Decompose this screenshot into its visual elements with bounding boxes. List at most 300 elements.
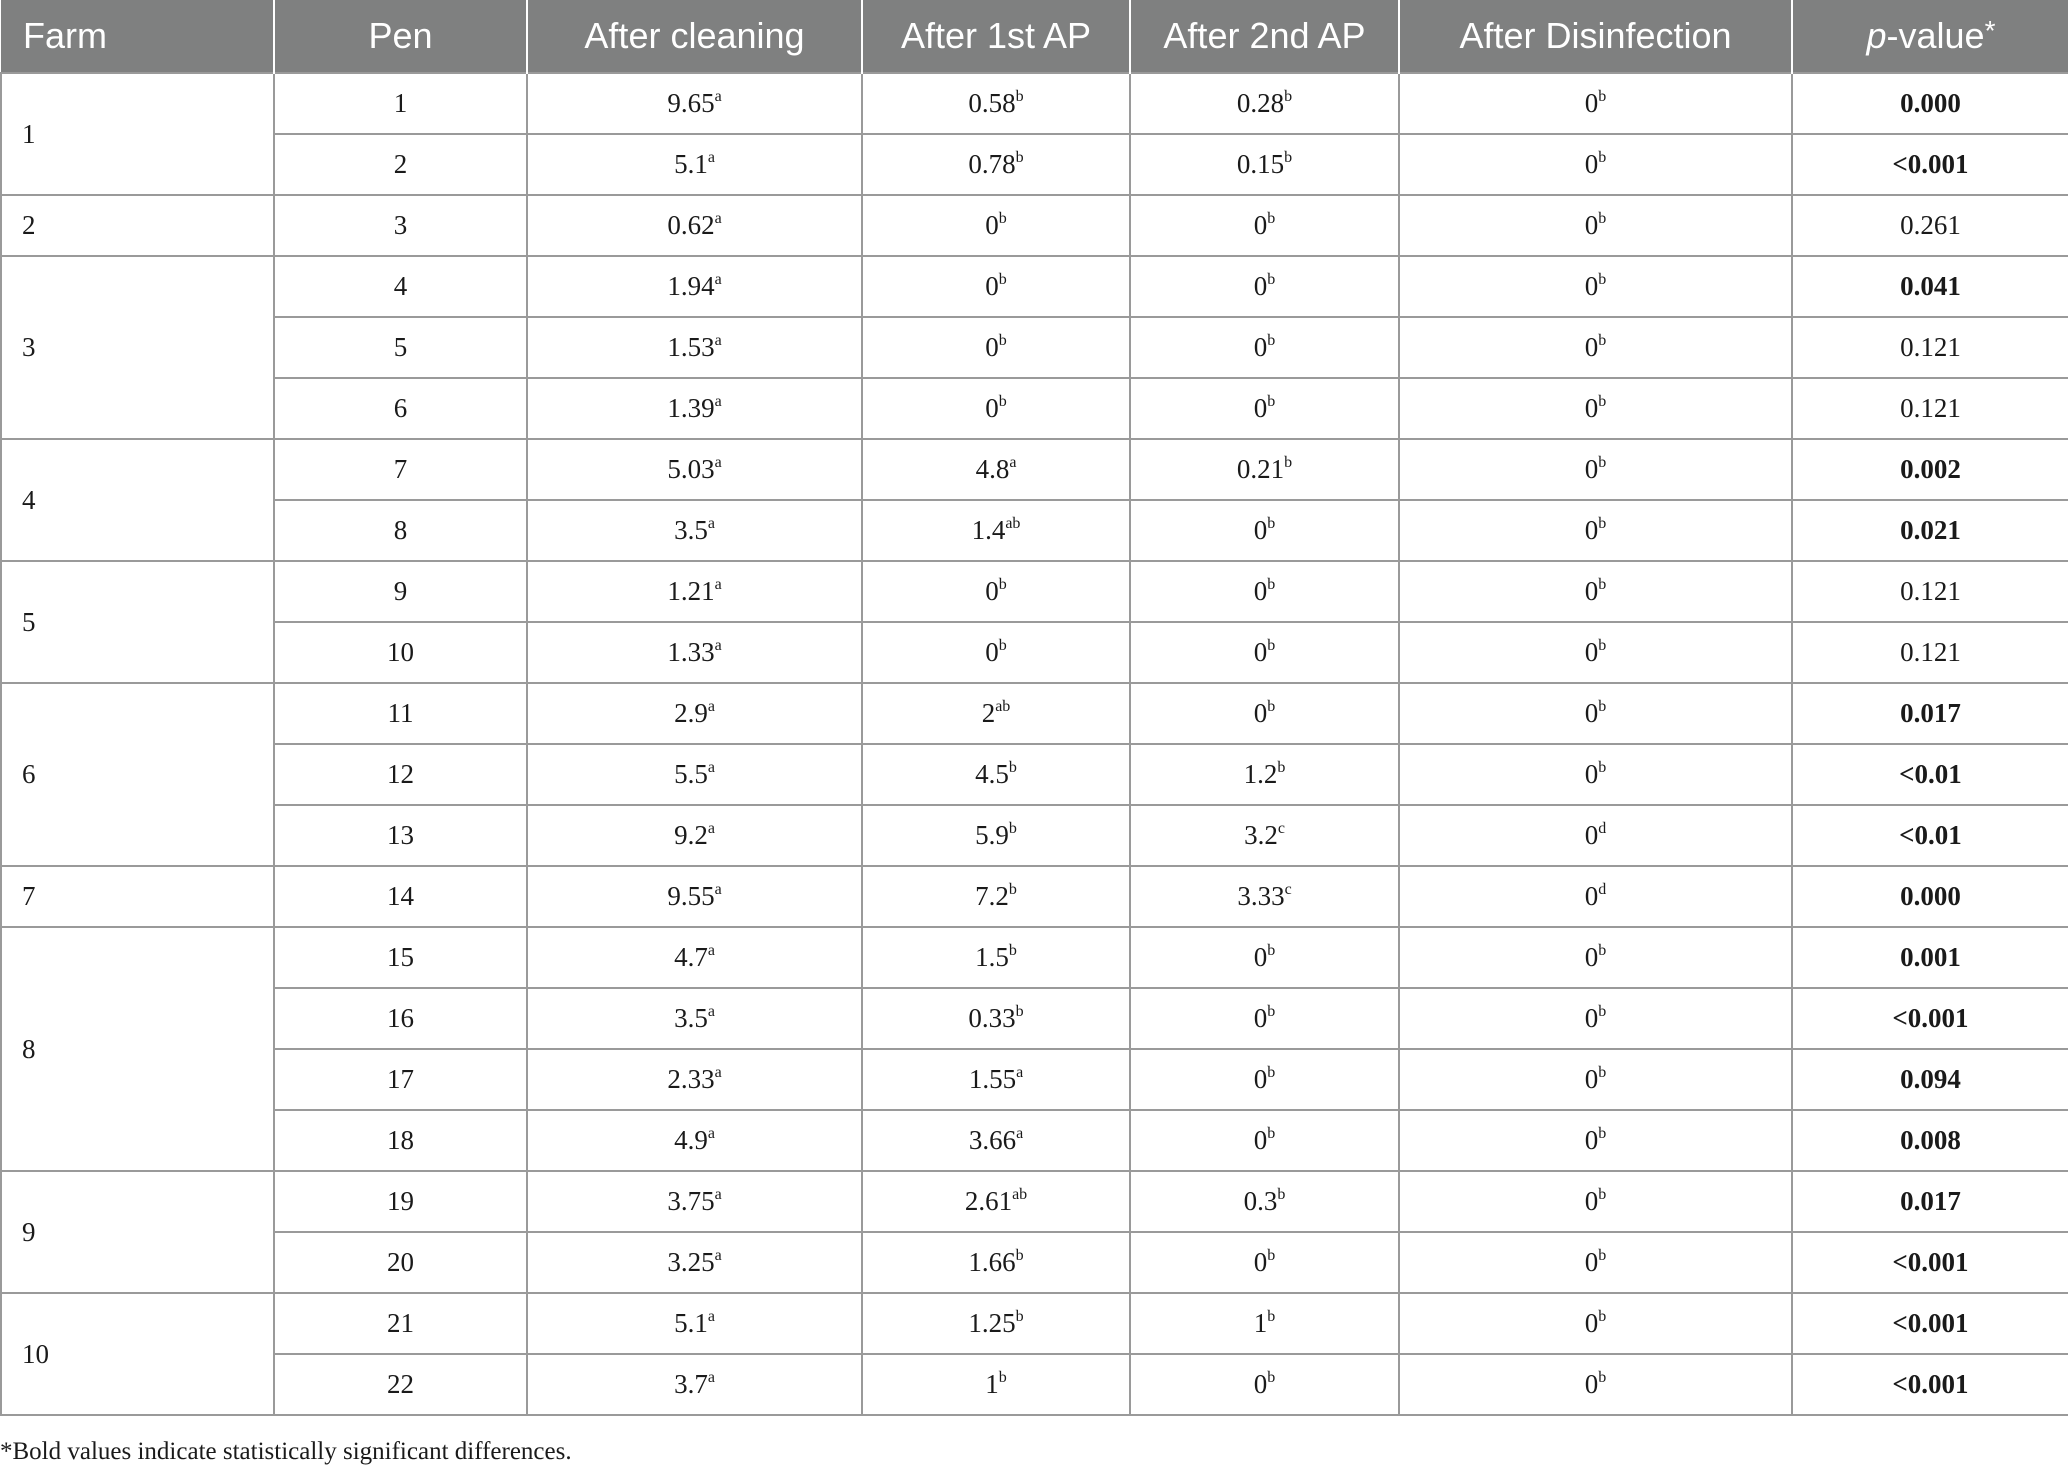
pen-cell: 6	[274, 378, 527, 439]
after-1st-ap-superscript: b	[1015, 149, 1024, 166]
after-cleaning-cell	[527, 1354, 862, 1415]
after-disinfection-superscript: b	[1598, 576, 1607, 593]
after-disinfection-cell	[1399, 317, 1792, 378]
after-disinfection-superscript: b	[1598, 1369, 1607, 1386]
table-row	[1, 805, 2068, 866]
after-2nd-ap-cell	[1130, 378, 1399, 439]
pen-cell: 9	[274, 561, 527, 622]
after-cleaning-value: 3.75	[667, 1186, 715, 1216]
pen-cell: 11	[274, 683, 527, 744]
p-value-cell: <0.001	[1792, 988, 2068, 1049]
header-after-1st-ap: After 1st AP	[862, 0, 1130, 73]
after-2nd-ap-value: 0.3	[1243, 1186, 1278, 1216]
after-cleaning-cell	[527, 805, 862, 866]
table-row	[1, 1293, 2068, 1354]
after-disinfection-cell	[1399, 927, 1792, 988]
after-disinfection-value: 0	[1584, 88, 1599, 118]
after-cleaning-cell	[527, 195, 862, 256]
after-disinfection-value: 0	[1584, 1369, 1599, 1399]
after-cleaning-cell	[527, 622, 862, 683]
after-disinfection-value: 0	[1584, 1003, 1599, 1033]
after-1st-ap-cell	[862, 1049, 1130, 1110]
after-1st-ap-cell	[862, 1110, 1130, 1171]
after-1st-ap-superscript: b	[998, 332, 1007, 349]
after-2nd-ap-superscript: c	[1277, 820, 1285, 837]
after-1st-ap-cell	[862, 378, 1130, 439]
header-farm: Farm	[1, 0, 274, 73]
after-1st-ap-cell	[862, 1232, 1130, 1293]
after-disinfection-superscript: b	[1598, 637, 1607, 654]
after-2nd-ap-cell	[1130, 439, 1399, 500]
farm-cell: 8	[1, 927, 274, 1171]
after-2nd-ap-value: 3.33	[1237, 881, 1285, 911]
after-1st-ap-cell	[862, 195, 1130, 256]
after-cleaning-cell	[527, 317, 862, 378]
after-2nd-ap-cell	[1130, 256, 1399, 317]
after-2nd-ap-value: 0	[1253, 576, 1268, 606]
after-cleaning-cell	[527, 1232, 862, 1293]
after-2nd-ap-value: 0	[1253, 271, 1268, 301]
after-2nd-ap-superscript: b	[1284, 149, 1293, 166]
after-1st-ap-superscript: b	[1015, 1308, 1024, 1325]
after-2nd-ap-superscript: b	[1267, 1308, 1276, 1325]
after-cleaning-superscript: a	[714, 88, 722, 105]
after-1st-ap-superscript: b	[1015, 1003, 1024, 1020]
after-disinfection-value: 0	[1584, 1186, 1599, 1216]
after-cleaning-value: 1.94	[667, 271, 715, 301]
after-cleaning-cell	[527, 866, 862, 927]
after-disinfection-value: 0	[1584, 881, 1599, 911]
after-cleaning-superscript: a	[707, 1308, 715, 1325]
after-2nd-ap-cell	[1130, 866, 1399, 927]
p-value-cell: 0.001	[1792, 927, 2068, 988]
after-disinfection-cell	[1399, 988, 1792, 1049]
after-cleaning-value: 0.62	[667, 210, 715, 240]
after-disinfection-superscript: b	[1598, 1308, 1607, 1325]
p-value-cell: <0.001	[1792, 1232, 2068, 1293]
table-row	[1, 256, 2068, 317]
pen-cell: 1	[274, 73, 527, 134]
after-1st-ap-superscript: a	[1016, 1064, 1024, 1081]
after-1st-ap-value: 0	[985, 210, 999, 240]
after-1st-ap-value: 1.25	[968, 1308, 1016, 1338]
after-disinfection-cell	[1399, 1171, 1792, 1232]
header-after-2nd-ap: After 2nd AP	[1130, 0, 1399, 73]
after-disinfection-cell	[1399, 134, 1792, 195]
after-2nd-ap-superscript: b	[1267, 210, 1276, 227]
after-disinfection-cell	[1399, 1110, 1792, 1171]
p-value-cell: 0.017	[1792, 1171, 2068, 1232]
after-1st-ap-cell	[862, 805, 1130, 866]
after-2nd-ap-value: 0	[1253, 637, 1268, 667]
after-2nd-ap-superscript: b	[1267, 942, 1276, 959]
after-2nd-ap-cell	[1130, 1354, 1399, 1415]
after-cleaning-value: 2.33	[667, 1064, 715, 1094]
after-1st-ap-value: 0.33	[968, 1003, 1016, 1033]
after-1st-ap-superscript: ab	[1005, 515, 1021, 532]
header-row	[1, 0, 2068, 73]
after-disinfection-cell	[1399, 1049, 1792, 1110]
after-1st-ap-cell	[862, 500, 1130, 561]
after-cleaning-value: 9.65	[667, 88, 715, 118]
after-1st-ap-superscript: b	[998, 393, 1007, 410]
p-value-cell: 0.121	[1792, 622, 2068, 683]
after-disinfection-value: 0	[1584, 332, 1599, 362]
after-2nd-ap-cell	[1130, 1049, 1399, 1110]
p-value-cell: 0.021	[1792, 500, 2068, 561]
after-2nd-ap-superscript: b	[1267, 637, 1276, 654]
after-1st-ap-value: 0.78	[968, 149, 1016, 179]
after-disinfection-superscript: b	[1598, 271, 1607, 288]
pen-cell: 15	[274, 927, 527, 988]
after-2nd-ap-superscript: b	[1267, 515, 1276, 532]
after-disinfection-cell	[1399, 683, 1792, 744]
table-row	[1, 195, 2068, 256]
after-2nd-ap-value: 0	[1253, 1064, 1268, 1094]
p-value-mark: *	[1984, 15, 1996, 46]
after-1st-ap-superscript: b	[1008, 881, 1017, 898]
after-1st-ap-value: 7.2	[975, 881, 1009, 911]
pen-cell: 13	[274, 805, 527, 866]
after-1st-ap-superscript: b	[998, 271, 1007, 288]
after-cleaning-superscript: a	[707, 820, 715, 837]
after-1st-ap-value: 0.58	[968, 88, 1016, 118]
after-disinfection-cell	[1399, 1232, 1792, 1293]
header-p-value	[1792, 0, 2068, 73]
after-2nd-ap-cell	[1130, 744, 1399, 805]
after-cleaning-cell	[527, 1171, 862, 1232]
farm-cell: 4	[1, 439, 274, 561]
after-cleaning-cell	[527, 439, 862, 500]
after-2nd-ap-superscript: b	[1267, 332, 1276, 349]
after-disinfection-cell	[1399, 1354, 1792, 1415]
after-2nd-ap-cell	[1130, 927, 1399, 988]
farm-cell: 2	[1, 195, 274, 256]
after-cleaning-superscript: a	[714, 1186, 722, 1203]
after-disinfection-value: 0	[1584, 393, 1599, 423]
after-cleaning-cell	[527, 988, 862, 1049]
after-1st-ap-superscript: b	[998, 576, 1007, 593]
farm-cell: 9	[1, 1171, 274, 1293]
after-cleaning-cell	[527, 1110, 862, 1171]
after-cleaning-value: 3.7	[674, 1369, 708, 1399]
after-disinfection-value: 0	[1584, 149, 1599, 179]
after-2nd-ap-cell	[1130, 195, 1399, 256]
after-2nd-ap-cell	[1130, 1171, 1399, 1232]
after-disinfection-superscript: b	[1598, 942, 1607, 959]
table-footnote: *Bold values indicate statistically significant differences.	[0, 1438, 572, 1465]
after-2nd-ap-cell	[1130, 622, 1399, 683]
after-2nd-ap-value: 1.2	[1243, 759, 1278, 789]
after-2nd-ap-cell	[1130, 561, 1399, 622]
after-2nd-ap-superscript: b	[1267, 271, 1276, 288]
after-disinfection-value: 0	[1584, 576, 1599, 606]
after-disinfection-value: 0	[1584, 1125, 1599, 1155]
after-disinfection-value: 0	[1584, 820, 1599, 850]
after-cleaning-superscript: a	[707, 698, 715, 715]
pen-cell: 17	[274, 1049, 527, 1110]
table-row	[1, 439, 2068, 500]
after-cleaning-superscript: a	[707, 759, 715, 776]
after-cleaning-value: 5.1	[674, 149, 708, 179]
after-2nd-ap-superscript: b	[1267, 1003, 1276, 1020]
after-cleaning-cell	[527, 1049, 862, 1110]
after-1st-ap-superscript: b	[1015, 88, 1024, 105]
table-row	[1, 1171, 2068, 1232]
p-value-cell: 0.017	[1792, 683, 2068, 744]
after-cleaning-cell	[527, 561, 862, 622]
after-1st-ap-value: 0	[985, 637, 999, 667]
after-disinfection-value: 0	[1584, 759, 1599, 789]
after-2nd-ap-superscript: b	[1284, 88, 1293, 105]
after-1st-ap-cell	[862, 1293, 1130, 1354]
table-row	[1, 622, 2068, 683]
after-2nd-ap-cell	[1130, 683, 1399, 744]
p-value-cell: <0.001	[1792, 1293, 2068, 1354]
after-1st-ap-value: 1.5	[975, 942, 1009, 972]
after-cleaning-value: 1.33	[667, 637, 715, 667]
after-2nd-ap-superscript: b	[1267, 393, 1276, 410]
p-value-italic: p	[1866, 15, 1887, 56]
p-value-cell: 0.121	[1792, 561, 2068, 622]
pen-cell: 16	[274, 988, 527, 1049]
table-row	[1, 1354, 2068, 1415]
after-1st-ap-cell	[862, 256, 1130, 317]
pen-cell: 4	[274, 256, 527, 317]
header-after-disinfection: After Disinfection	[1399, 0, 1792, 73]
p-value-cell: 0.041	[1792, 256, 2068, 317]
pen-cell: 14	[274, 866, 527, 927]
after-1st-ap-value: 1.55	[968, 1064, 1017, 1094]
after-cleaning-superscript: a	[707, 1003, 715, 1020]
after-1st-ap-value: 3.66	[968, 1125, 1017, 1155]
farm-cell: 5	[1, 561, 274, 683]
after-disinfection-cell	[1399, 561, 1792, 622]
after-disinfection-value: 0	[1584, 271, 1599, 301]
after-1st-ap-value: 4.8	[975, 454, 1010, 484]
p-value-cell: 0.094	[1792, 1049, 2068, 1110]
after-1st-ap-cell	[862, 683, 1130, 744]
after-disinfection-superscript: b	[1598, 1064, 1607, 1081]
after-cleaning-superscript: a	[714, 1247, 722, 1264]
after-2nd-ap-value: 0	[1253, 1125, 1268, 1155]
after-cleaning-superscript: a	[714, 332, 722, 349]
after-disinfection-cell	[1399, 378, 1792, 439]
after-disinfection-superscript: d	[1598, 881, 1607, 898]
p-value-cell: <0.01	[1792, 805, 2068, 866]
pen-cell: 22	[274, 1354, 527, 1415]
pen-cell: 20	[274, 1232, 527, 1293]
after-cleaning-cell	[527, 378, 862, 439]
after-disinfection-value: 0	[1584, 210, 1599, 240]
after-2nd-ap-superscript: b	[1267, 576, 1276, 593]
p-value-cell: 0.008	[1792, 1110, 2068, 1171]
table-row	[1, 378, 2068, 439]
pen-cell: 10	[274, 622, 527, 683]
table-row	[1, 73, 2068, 134]
after-cleaning-value: 1.21	[667, 576, 715, 606]
p-value-cell: <0.001	[1792, 1354, 2068, 1415]
header-pen: Pen	[274, 0, 527, 73]
table-row	[1, 683, 2068, 744]
pen-cell: 8	[274, 500, 527, 561]
after-1st-ap-cell	[862, 866, 1130, 927]
after-1st-ap-cell	[862, 561, 1130, 622]
pen-cell: 7	[274, 439, 527, 500]
after-2nd-ap-superscript: c	[1284, 881, 1292, 898]
after-2nd-ap-value: 3.2	[1244, 820, 1278, 850]
after-disinfection-value: 0	[1584, 698, 1599, 728]
after-cleaning-superscript: a	[707, 942, 715, 959]
after-cleaning-superscript: a	[714, 881, 722, 898]
after-2nd-ap-superscript: b	[1267, 1125, 1276, 1142]
after-disinfection-cell	[1399, 500, 1792, 561]
after-2nd-ap-value: 0	[1253, 698, 1268, 728]
after-cleaning-superscript: a	[707, 515, 715, 532]
farm-cell: 7	[1, 866, 274, 927]
after-2nd-ap-cell	[1130, 500, 1399, 561]
after-2nd-ap-value: 0.28	[1236, 88, 1285, 118]
after-disinfection-superscript: b	[1598, 1247, 1607, 1264]
after-1st-ap-value: 0	[985, 271, 999, 301]
table-row	[1, 561, 2068, 622]
after-disinfection-cell	[1399, 195, 1792, 256]
after-disinfection-value: 0	[1584, 515, 1599, 545]
pen-cell: 2	[274, 134, 527, 195]
pen-cell: 5	[274, 317, 527, 378]
after-1st-ap-superscript: b	[1008, 820, 1017, 837]
after-cleaning-superscript: a	[707, 149, 715, 166]
p-value-rest: -value	[1886, 15, 1985, 56]
after-cleaning-value: 9.2	[674, 820, 708, 850]
after-cleaning-superscript: a	[714, 576, 722, 593]
after-cleaning-superscript: a	[714, 1064, 722, 1081]
p-value-cell: <0.001	[1792, 134, 2068, 195]
after-1st-ap-superscript: b	[1015, 1247, 1024, 1264]
after-1st-ap-value: 0	[985, 576, 999, 606]
after-1st-ap-value: 0	[985, 393, 999, 423]
after-cleaning-cell	[527, 927, 862, 988]
after-cleaning-cell	[527, 73, 862, 134]
after-1st-ap-value: 2	[981, 698, 996, 728]
after-2nd-ap-value: 0.15	[1236, 149, 1285, 179]
after-2nd-ap-cell	[1130, 73, 1399, 134]
after-1st-ap-superscript: b	[998, 1369, 1007, 1386]
after-cleaning-superscript: a	[707, 1125, 715, 1142]
after-1st-ap-cell	[862, 73, 1130, 134]
after-1st-ap-superscript: a	[1009, 454, 1017, 471]
after-cleaning-cell	[527, 744, 862, 805]
after-cleaning-value: 1.53	[667, 332, 715, 362]
after-2nd-ap-cell	[1130, 134, 1399, 195]
p-value-cell: 0.261	[1792, 195, 2068, 256]
pen-cell: 12	[274, 744, 527, 805]
after-disinfection-superscript: b	[1598, 393, 1607, 410]
after-disinfection-value: 0	[1584, 1247, 1599, 1277]
after-cleaning-value: 2.9	[674, 698, 708, 728]
after-2nd-ap-value: 0	[1253, 942, 1268, 972]
after-disinfection-cell	[1399, 866, 1792, 927]
after-1st-ap-superscript: ab	[995, 698, 1011, 715]
after-1st-ap-cell	[862, 1171, 1130, 1232]
after-disinfection-value: 0	[1584, 1308, 1599, 1338]
p-value-cell: 0.002	[1792, 439, 2068, 500]
after-cleaning-cell	[527, 134, 862, 195]
after-cleaning-cell	[527, 256, 862, 317]
after-2nd-ap-superscript: b	[1277, 759, 1286, 776]
after-disinfection-cell	[1399, 1293, 1792, 1354]
after-cleaning-superscript: a	[714, 637, 722, 654]
pen-cell: 3	[274, 195, 527, 256]
after-cleaning-value: 4.9	[674, 1125, 708, 1155]
after-cleaning-value: 1.39	[667, 393, 715, 423]
after-1st-ap-cell	[862, 988, 1130, 1049]
after-1st-ap-superscript: b	[998, 210, 1007, 227]
after-1st-ap-cell	[862, 317, 1130, 378]
after-disinfection-cell	[1399, 744, 1792, 805]
after-2nd-ap-superscript: b	[1267, 698, 1276, 715]
table-row	[1, 500, 2068, 561]
after-disinfection-superscript: b	[1598, 1003, 1607, 1020]
after-disinfection-cell	[1399, 439, 1792, 500]
after-cleaning-cell	[527, 683, 862, 744]
after-disinfection-superscript: b	[1598, 698, 1607, 715]
after-2nd-ap-cell	[1130, 317, 1399, 378]
after-disinfection-superscript: b	[1598, 88, 1607, 105]
after-cleaning-superscript: a	[714, 454, 722, 471]
table-row	[1, 744, 2068, 805]
after-2nd-ap-cell	[1130, 1232, 1399, 1293]
after-2nd-ap-value: 0.21	[1236, 454, 1285, 484]
after-1st-ap-superscript: a	[1016, 1125, 1024, 1142]
after-2nd-ap-cell	[1130, 988, 1399, 1049]
after-cleaning-value: 3.5	[674, 515, 708, 545]
after-cleaning-value: 4.7	[674, 942, 708, 972]
after-2nd-ap-cell	[1130, 1110, 1399, 1171]
after-cleaning-superscript: a	[714, 210, 722, 227]
table-row	[1, 1110, 2068, 1171]
after-disinfection-superscript: b	[1598, 515, 1607, 532]
after-disinfection-value: 0	[1584, 1064, 1599, 1094]
after-1st-ap-value: 1.4	[971, 515, 1006, 545]
after-2nd-ap-cell	[1130, 805, 1399, 866]
after-2nd-ap-cell	[1130, 1293, 1399, 1354]
after-1st-ap-cell	[862, 134, 1130, 195]
table-row	[1, 317, 2068, 378]
after-2nd-ap-value: 0	[1253, 393, 1268, 423]
table-body	[1, 73, 2068, 1415]
after-1st-ap-superscript: ab	[1012, 1186, 1028, 1203]
table-row	[1, 866, 2068, 927]
after-cleaning-value: 9.55	[667, 881, 715, 911]
table-row	[1, 988, 2068, 1049]
after-cleaning-value: 5.03	[667, 454, 715, 484]
after-cleaning-value: 5.5	[674, 759, 708, 789]
after-disinfection-value: 0	[1584, 637, 1599, 667]
pen-cell: 21	[274, 1293, 527, 1354]
after-2nd-ap-value: 0	[1253, 515, 1268, 545]
after-2nd-ap-value: 0	[1253, 1247, 1268, 1277]
after-disinfection-superscript: b	[1598, 149, 1607, 166]
after-1st-ap-value: 0	[985, 332, 999, 362]
after-1st-ap-cell	[862, 439, 1130, 500]
after-1st-ap-value: 1.66	[968, 1247, 1016, 1277]
after-2nd-ap-superscript: b	[1267, 1247, 1276, 1264]
after-1st-ap-value: 2.61	[964, 1186, 1013, 1216]
after-2nd-ap-superscript: b	[1267, 1369, 1276, 1386]
table-row	[1, 134, 2068, 195]
after-disinfection-superscript: b	[1598, 759, 1607, 776]
